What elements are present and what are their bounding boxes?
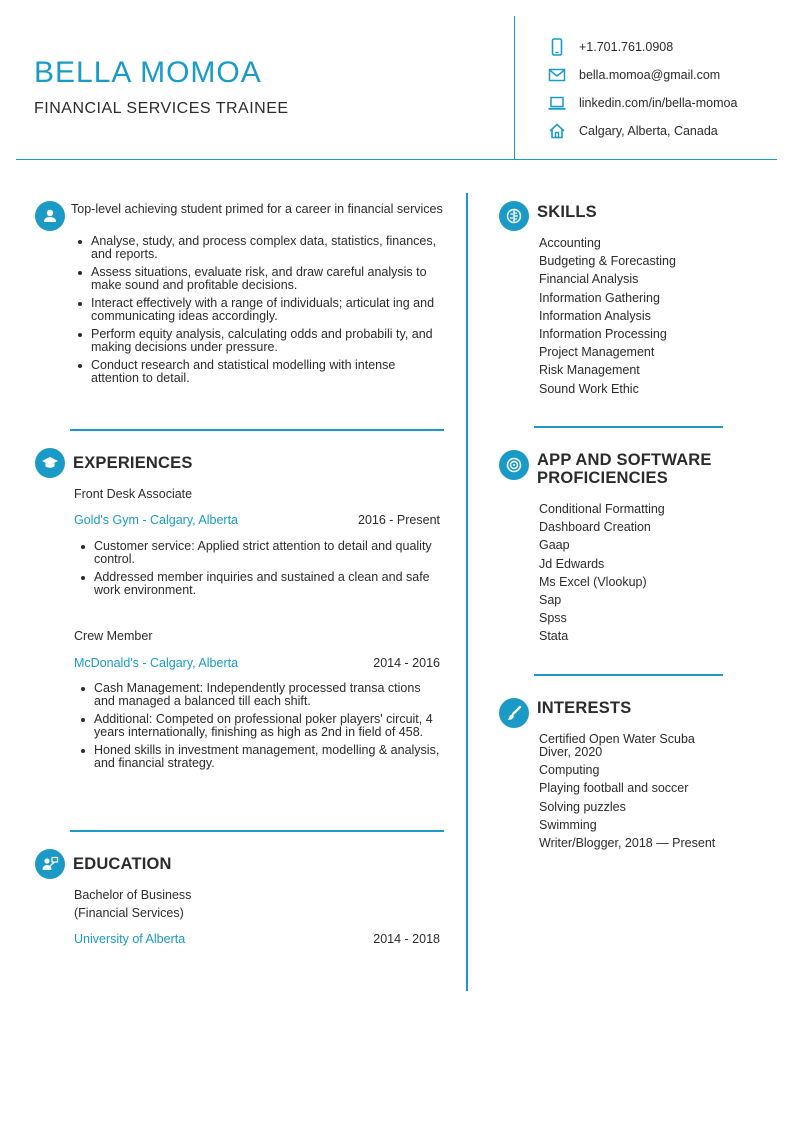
contact-email-text[interactable]: bella.momoa@gmail.com (579, 68, 721, 82)
job-dates: 2016 - Present (358, 513, 440, 527)
contact-linkedin (548, 93, 778, 113)
job-role: Crew Member (74, 629, 153, 643)
interest-item: Swimming (539, 817, 597, 832)
job-bullets (74, 682, 444, 775)
job-bullet: Cash Management: Independently processed transa ctions and managed a balanced till each shift. (74, 682, 444, 708)
job-company: McDonald's - Calgary, Alberta (74, 656, 239, 670)
candidate-title: FINANCIAL SERVICES TRAINEE (34, 100, 289, 117)
section-separator (70, 830, 444, 832)
software-item: Dashboard Creation (539, 520, 651, 535)
interests-title: INTERESTS (537, 699, 632, 717)
skill-item: Accounting (539, 236, 601, 250)
school-name: University of Alberta (74, 932, 186, 946)
skill-item: Financial Analysis (539, 272, 639, 287)
software-item: Spss (539, 611, 567, 626)
software-item: Stata (539, 629, 569, 644)
job-bullet: Additional: Competed on professional poker players' circuit, 4 years internationally, finishing as high as 2nd in field of 458. (74, 713, 444, 739)
software-title-line1: APP AND SOFTWARE (537, 451, 712, 469)
software-item: Gaap (539, 538, 570, 553)
contact-email (548, 65, 778, 85)
skill-item: Risk Management (539, 363, 640, 378)
skill-item: Project Management (539, 345, 655, 360)
summary-intro: Top-level achieving student primed for a career in financial services (71, 202, 443, 216)
brush-icon (505, 704, 523, 722)
skill-item: Information Analysis (539, 308, 651, 323)
skill-item: Sound Work Ethic (539, 381, 639, 396)
skills-title: SKILLS (537, 203, 597, 221)
experience-title: EXPERIENCES (73, 454, 193, 472)
interest-item: Writer/Blogger, 2018 — Present (539, 835, 716, 850)
brain-icon (505, 207, 523, 225)
phone-icon (548, 38, 566, 56)
software-item: Jd Edwards (539, 556, 605, 571)
job-company: Gold's Gym - Calgary, Alberta (74, 513, 239, 527)
interest-item: Certified Open Water Scuba Diver, 2020 (539, 732, 695, 759)
email-icon (548, 66, 566, 84)
job-meta (74, 513, 440, 527)
summary-icon-badge (35, 201, 65, 231)
job-bullet: Customer service: Applied strict attention to detail and quality control. (74, 540, 444, 566)
header-divider-vertical (514, 16, 515, 159)
contact-linkedin-text[interactable]: linkedin.com/in/bella-momoa (579, 96, 738, 110)
target-icon (505, 456, 523, 474)
laptop-icon (548, 94, 566, 112)
interests-icon-badge (499, 698, 529, 728)
contact-phone-text[interactable]: +1.701.761.0908 (579, 40, 674, 54)
job-bullet: Honed skills in investment management, modelling & analysis, and financial strategy. (74, 744, 444, 770)
skills-list (539, 237, 739, 401)
summary-bullet: Interact effectively with a range of individuals; articulat ing and communicating ideas accordingly. (71, 297, 446, 323)
degree-line2: (Financial Services) (74, 906, 184, 920)
teacher-icon (41, 855, 59, 873)
contact-phone (548, 37, 778, 57)
summary-bullet: Assess situations, evaluate risk, and draw careful analysis to make sound and profitable decisions. (71, 266, 446, 292)
experience-icon-badge (35, 448, 65, 478)
software-item: Ms Excel (Vlookup) (539, 574, 647, 589)
interest-item: Solving puzzles (539, 799, 626, 814)
job-meta (74, 656, 440, 670)
software-title (537, 451, 712, 487)
column-divider (466, 193, 468, 991)
interest-item: Computing (539, 763, 600, 778)
degree-line1: Bachelor of Business (74, 888, 192, 902)
skill-item: Budgeting & Forecasting (539, 254, 676, 269)
software-icon-badge (499, 450, 529, 480)
job-dates: 2014 - 2016 (373, 656, 440, 670)
header-divider-horizontal (16, 159, 777, 160)
software-item: Sap (539, 592, 562, 607)
section-separator (534, 426, 723, 428)
education-icon-badge (35, 849, 65, 879)
user-icon (41, 207, 59, 225)
job-role: Front Desk Associate (74, 487, 193, 501)
summary-bullet: Analyse, study, and process complex data, statistics, finances, and reports. (71, 235, 446, 261)
candidate-name: BELLA MOMOA (34, 56, 262, 89)
skills-icon-badge (499, 201, 529, 231)
contact-location (548, 121, 778, 141)
summary-bullet: Perform equity analysis, calculating odds and probabili ty, and making decisions under pressure. (71, 328, 446, 354)
education-meta (74, 932, 440, 946)
software-title-line2: PROFICIENCIES (537, 469, 668, 487)
section-separator (534, 674, 723, 676)
interests-list (539, 733, 719, 855)
skill-item: Information Processing (539, 326, 667, 341)
education-dates: 2014 - 2018 (373, 932, 440, 946)
home-icon (548, 122, 566, 140)
summary-bullets (71, 235, 446, 390)
summary-bullet: Conduct research and statistical modelling with intense attention to detail. (71, 359, 446, 385)
software-list (539, 503, 739, 649)
job-bullets (74, 540, 444, 602)
section-separator (70, 429, 444, 431)
interest-item: Playing football and soccer (539, 781, 689, 796)
contact-location-text: Calgary, Alberta, Canada (579, 124, 718, 138)
education-title: EDUCATION (73, 855, 172, 873)
graduation-cap-icon (41, 454, 59, 472)
software-item: Conditional Formatting (539, 502, 665, 516)
skill-item: Information Gathering (539, 290, 660, 305)
job-bullet: Addressed member inquiries and sustained a clean and safe work environment. (74, 571, 444, 597)
